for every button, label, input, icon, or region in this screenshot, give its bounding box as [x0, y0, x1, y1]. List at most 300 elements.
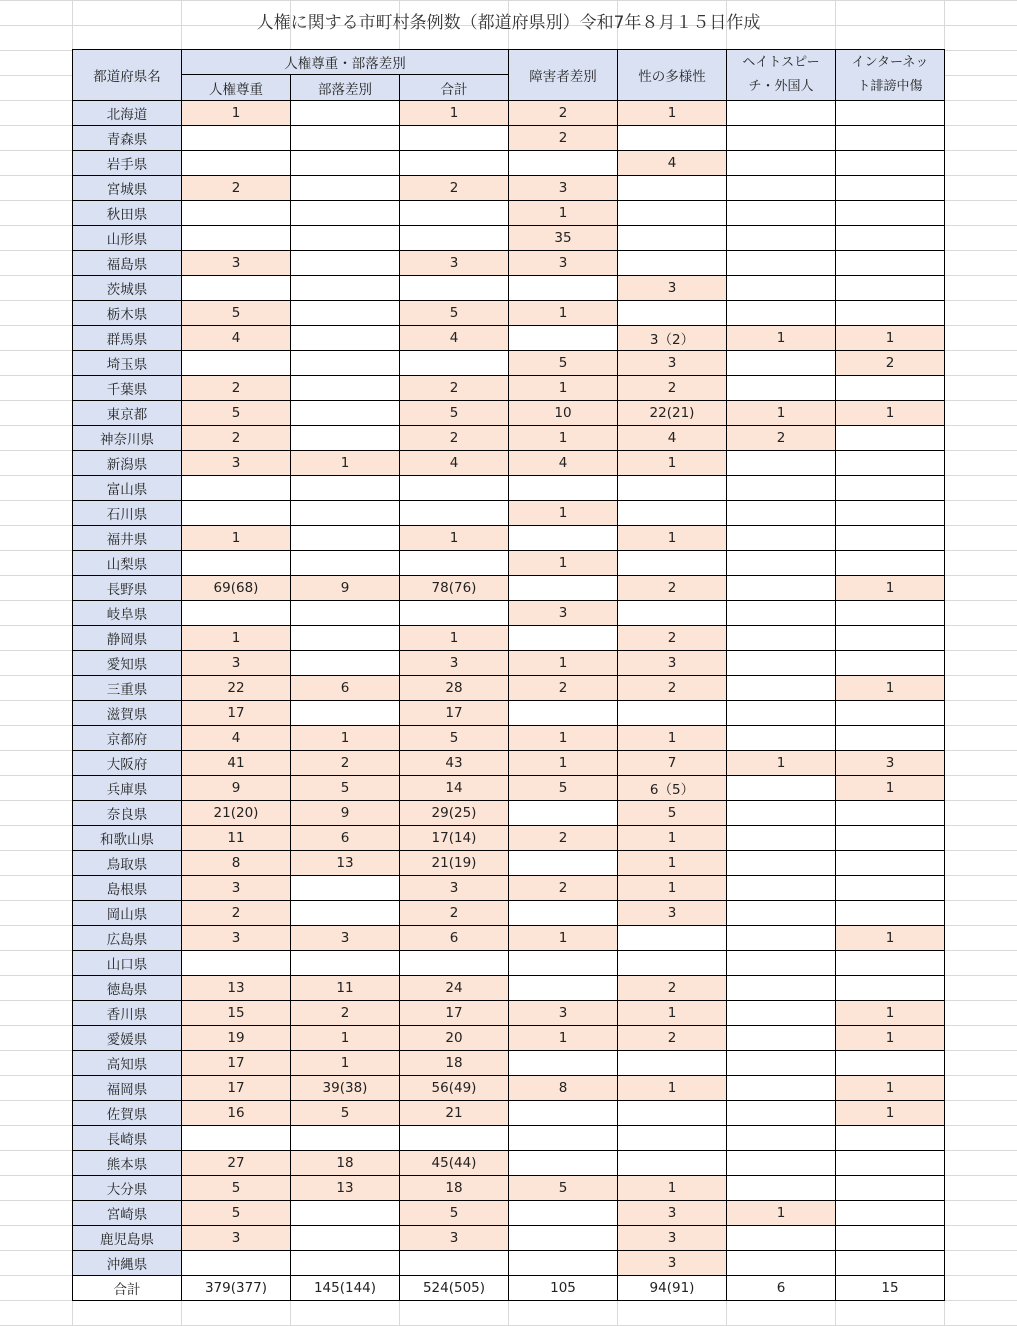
cell-disability[interactable]: 1	[509, 501, 618, 526]
cell-gender-diversity[interactable]	[618, 501, 727, 526]
cell-hate-speech[interactable]: 1	[727, 1201, 836, 1226]
cell-prefecture[interactable]: 茨城県	[73, 276, 182, 301]
cell-disability[interactable]: 5	[509, 351, 618, 376]
cell-human-rights[interactable]	[182, 351, 291, 376]
cell-subtotal[interactable]: 29(25)	[400, 801, 509, 826]
cell-disability[interactable]: 1	[509, 926, 618, 951]
cell-prefecture[interactable]: 山梨県	[73, 551, 182, 576]
cell-buraku[interactable]	[291, 401, 400, 426]
cell-disability[interactable]: 1	[509, 376, 618, 401]
cell-hate-speech[interactable]	[727, 376, 836, 401]
cell-subtotal[interactable]: 2	[400, 376, 509, 401]
cell-disability[interactable]	[509, 801, 618, 826]
cell-buraku[interactable]	[291, 226, 400, 251]
cell-internet[interactable]	[836, 526, 945, 551]
cell-disability[interactable]	[509, 1051, 618, 1076]
cell-disability[interactable]	[509, 476, 618, 501]
cell-human-rights[interactable]: 3	[182, 451, 291, 476]
total-cell-gender-diversity[interactable]: 94(91)	[618, 1276, 727, 1301]
cell-gender-diversity[interactable]: 3	[618, 651, 727, 676]
cell-prefecture[interactable]: 福井県	[73, 526, 182, 551]
cell-hate-speech[interactable]	[727, 276, 836, 301]
cell-hate-speech[interactable]	[727, 451, 836, 476]
cell-disability[interactable]	[509, 1201, 618, 1226]
cell-gender-diversity[interactable]: 3	[618, 1201, 727, 1226]
cell-gender-diversity[interactable]: 1	[618, 851, 727, 876]
cell-disability[interactable]: 8	[509, 1076, 618, 1101]
cell-prefecture[interactable]: 三重県	[73, 676, 182, 701]
cell-gender-diversity[interactable]	[618, 1126, 727, 1151]
cell-disability[interactable]	[509, 951, 618, 976]
total-cell-hate-speech[interactable]: 6	[727, 1276, 836, 1301]
cell-internet[interactable]	[836, 1226, 945, 1251]
cell-subtotal[interactable]	[400, 476, 509, 501]
cell-internet[interactable]	[836, 226, 945, 251]
cell-hate-speech[interactable]	[727, 901, 836, 926]
cell-gender-diversity[interactable]	[618, 601, 727, 626]
cell-prefecture[interactable]: 佐賀県	[73, 1101, 182, 1126]
cell-human-rights[interactable]	[182, 126, 291, 151]
header-human-rights[interactable]: 人権尊重	[182, 75, 291, 101]
cell-internet[interactable]: 1	[836, 926, 945, 951]
cell-internet[interactable]	[836, 1251, 945, 1276]
cell-prefecture[interactable]: 兵庫県	[73, 776, 182, 801]
cell-gender-diversity[interactable]: 3	[618, 351, 727, 376]
cell-prefecture[interactable]: 青森県	[73, 126, 182, 151]
cell-hate-speech[interactable]	[727, 1251, 836, 1276]
cell-human-rights[interactable]: 11	[182, 826, 291, 851]
cell-subtotal[interactable]: 5	[400, 1201, 509, 1226]
cell-buraku[interactable]	[291, 1251, 400, 1276]
cell-prefecture[interactable]: 宮崎県	[73, 1201, 182, 1226]
cell-human-rights[interactable]: 1	[182, 626, 291, 651]
cell-subtotal[interactable]	[400, 201, 509, 226]
cell-hate-speech[interactable]	[727, 651, 836, 676]
cell-disability[interactable]: 10	[509, 401, 618, 426]
cell-buraku[interactable]: 11	[291, 976, 400, 1001]
cell-human-rights[interactable]: 17	[182, 1051, 291, 1076]
cell-internet[interactable]	[836, 376, 945, 401]
cell-buraku[interactable]: 13	[291, 1176, 400, 1201]
cell-gender-diversity[interactable]	[618, 476, 727, 501]
cell-internet[interactable]	[836, 101, 945, 126]
header-disability[interactable]: 障害者差別	[509, 50, 618, 101]
cell-subtotal[interactable]: 5	[400, 301, 509, 326]
cell-prefecture[interactable]: 京都府	[73, 726, 182, 751]
cell-subtotal[interactable]: 1	[400, 626, 509, 651]
cell-subtotal[interactable]: 21	[400, 1101, 509, 1126]
cell-buraku[interactable]	[291, 1126, 400, 1151]
cell-prefecture[interactable]: 長野県	[73, 576, 182, 601]
cell-hate-speech[interactable]: 2	[727, 426, 836, 451]
cell-gender-diversity[interactable]: 1	[618, 526, 727, 551]
cell-hate-speech[interactable]	[727, 551, 836, 576]
cell-buraku[interactable]	[291, 426, 400, 451]
cell-human-rights[interactable]: 69(68)	[182, 576, 291, 601]
cell-disability[interactable]	[509, 1151, 618, 1176]
cell-human-rights[interactable]: 15	[182, 1001, 291, 1026]
cell-disability[interactable]	[509, 276, 618, 301]
cell-gender-diversity[interactable]: 2	[618, 1026, 727, 1051]
cell-gender-diversity[interactable]: 3	[618, 276, 727, 301]
cell-internet[interactable]	[836, 726, 945, 751]
cell-prefecture[interactable]: 高知県	[73, 1051, 182, 1076]
cell-human-rights[interactable]: 17	[182, 1076, 291, 1101]
cell-hate-speech[interactable]	[727, 676, 836, 701]
cell-internet[interactable]	[836, 901, 945, 926]
cell-subtotal[interactable]: 5	[400, 401, 509, 426]
cell-gender-diversity[interactable]	[618, 701, 727, 726]
cell-hate-speech[interactable]	[727, 1226, 836, 1251]
cell-internet[interactable]	[836, 1126, 945, 1151]
cell-buraku[interactable]	[291, 301, 400, 326]
cell-human-rights[interactable]: 5	[182, 301, 291, 326]
cell-gender-diversity[interactable]: 3	[618, 1251, 727, 1276]
cell-buraku[interactable]	[291, 126, 400, 151]
cell-subtotal[interactable]: 2	[400, 176, 509, 201]
cell-internet[interactable]	[836, 1151, 945, 1176]
cell-hate-speech[interactable]	[727, 1126, 836, 1151]
cell-human-rights[interactable]	[182, 601, 291, 626]
cell-disability[interactable]	[509, 901, 618, 926]
cell-human-rights[interactable]: 2	[182, 901, 291, 926]
cell-subtotal[interactable]: 17	[400, 1001, 509, 1026]
cell-buraku[interactable]	[291, 601, 400, 626]
cell-prefecture[interactable]: 静岡県	[73, 626, 182, 651]
cell-human-rights[interactable]	[182, 476, 291, 501]
cell-subtotal[interactable]	[400, 126, 509, 151]
cell-gender-diversity[interactable]: 2	[618, 576, 727, 601]
cell-gender-diversity[interactable]: 1	[618, 876, 727, 901]
cell-buraku[interactable]: 5	[291, 776, 400, 801]
cell-prefecture[interactable]: 岐阜県	[73, 601, 182, 626]
cell-buraku[interactable]: 9	[291, 576, 400, 601]
cell-internet[interactable]	[836, 1051, 945, 1076]
cell-buraku[interactable]: 6	[291, 826, 400, 851]
cell-subtotal[interactable]	[400, 951, 509, 976]
cell-buraku[interactable]	[291, 701, 400, 726]
cell-hate-speech[interactable]	[727, 1076, 836, 1101]
cell-hate-speech[interactable]	[727, 576, 836, 601]
cell-prefecture[interactable]: 愛知県	[73, 651, 182, 676]
cell-buraku[interactable]: 1	[291, 451, 400, 476]
cell-gender-diversity[interactable]: 4	[618, 426, 727, 451]
cell-human-rights[interactable]	[182, 1251, 291, 1276]
cell-gender-diversity[interactable]: 1	[618, 451, 727, 476]
cell-disability[interactable]: 1	[509, 651, 618, 676]
cell-hate-speech[interactable]	[727, 926, 836, 951]
cell-hate-speech[interactable]	[727, 476, 836, 501]
cell-hate-speech[interactable]	[727, 1151, 836, 1176]
header-hate-speech[interactable]	[727, 50, 836, 101]
cell-subtotal[interactable]	[400, 276, 509, 301]
cell-human-rights[interactable]: 5	[182, 1176, 291, 1201]
cell-buraku[interactable]: 13	[291, 851, 400, 876]
cell-human-rights[interactable]: 3	[182, 651, 291, 676]
cell-internet[interactable]	[836, 251, 945, 276]
cell-subtotal[interactable]: 4	[400, 326, 509, 351]
cell-gender-diversity[interactable]: 6（5）	[618, 776, 727, 801]
cell-gender-diversity[interactable]	[618, 951, 727, 976]
cell-buraku[interactable]: 1	[291, 1026, 400, 1051]
cell-subtotal[interactable]: 5	[400, 726, 509, 751]
cell-hate-speech[interactable]	[727, 851, 836, 876]
cell-internet[interactable]: 1	[836, 676, 945, 701]
cell-internet[interactable]	[836, 876, 945, 901]
cell-internet[interactable]	[836, 301, 945, 326]
cell-internet[interactable]	[836, 201, 945, 226]
cell-gender-diversity[interactable]: 1	[618, 726, 727, 751]
cell-prefecture[interactable]: 山口県	[73, 951, 182, 976]
cell-gender-diversity[interactable]: 3（2）	[618, 326, 727, 351]
cell-subtotal[interactable]: 18	[400, 1176, 509, 1201]
cell-buraku[interactable]	[291, 201, 400, 226]
cell-disability[interactable]: 3	[509, 251, 618, 276]
cell-internet[interactable]	[836, 801, 945, 826]
cell-prefecture[interactable]: 神奈川県	[73, 426, 182, 451]
cell-prefecture[interactable]: 岩手県	[73, 151, 182, 176]
cell-internet[interactable]	[836, 951, 945, 976]
cell-hate-speech[interactable]	[727, 976, 836, 1001]
cell-disability[interactable]: 5	[509, 1176, 618, 1201]
cell-hate-speech[interactable]: 1	[727, 326, 836, 351]
cell-subtotal[interactable]: 21(19)	[400, 851, 509, 876]
cell-buraku[interactable]	[291, 901, 400, 926]
cell-human-rights[interactable]	[182, 501, 291, 526]
cell-prefecture[interactable]: 奈良県	[73, 801, 182, 826]
cell-hate-speech[interactable]	[727, 801, 836, 826]
cell-human-rights[interactable]: 4	[182, 326, 291, 351]
cell-subtotal[interactable]: 3	[400, 1226, 509, 1251]
cell-buraku[interactable]	[291, 1226, 400, 1251]
cell-prefecture[interactable]: 秋田県	[73, 201, 182, 226]
cell-prefecture[interactable]: 福岡県	[73, 1076, 182, 1101]
cell-subtotal[interactable]	[400, 351, 509, 376]
cell-hate-speech[interactable]	[727, 626, 836, 651]
cell-disability[interactable]: 3	[509, 1001, 618, 1026]
cell-buraku[interactable]	[291, 376, 400, 401]
cell-human-rights[interactable]: 21(20)	[182, 801, 291, 826]
cell-disability[interactable]: 1	[509, 426, 618, 451]
cell-internet[interactable]: 1	[836, 1076, 945, 1101]
cell-hate-speech[interactable]	[727, 1026, 836, 1051]
cell-prefecture[interactable]: 東京都	[73, 401, 182, 426]
cell-internet[interactable]	[836, 176, 945, 201]
cell-disability[interactable]: 2	[509, 101, 618, 126]
cell-gender-diversity[interactable]	[618, 201, 727, 226]
cell-hate-speech[interactable]	[727, 701, 836, 726]
cell-disability[interactable]	[509, 976, 618, 1001]
cell-subtotal[interactable]: 3	[400, 651, 509, 676]
cell-hate-speech[interactable]	[727, 176, 836, 201]
cell-prefecture[interactable]: 新潟県	[73, 451, 182, 476]
cell-disability[interactable]	[509, 1101, 618, 1126]
cell-internet[interactable]: 1	[836, 1026, 945, 1051]
cell-internet[interactable]	[836, 551, 945, 576]
cell-prefecture[interactable]: 鳥取県	[73, 851, 182, 876]
cell-disability[interactable]	[509, 851, 618, 876]
cell-prefecture[interactable]: 滋賀県	[73, 701, 182, 726]
cell-human-rights[interactable]: 1	[182, 526, 291, 551]
cell-prefecture[interactable]: 長崎県	[73, 1126, 182, 1151]
cell-subtotal[interactable]: 17	[400, 701, 509, 726]
cell-hate-speech[interactable]	[727, 826, 836, 851]
total-cell-human-rights[interactable]: 379(377)	[182, 1276, 291, 1301]
cell-disability[interactable]	[509, 701, 618, 726]
cell-prefecture[interactable]: 北海道	[73, 101, 182, 126]
total-cell-disability[interactable]: 105	[509, 1276, 618, 1301]
cell-subtotal[interactable]: 3	[400, 251, 509, 276]
cell-human-rights[interactable]: 3	[182, 926, 291, 951]
cell-hate-speech[interactable]	[727, 526, 836, 551]
header-subtotal[interactable]: 合計	[400, 75, 509, 101]
cell-subtotal[interactable]: 1	[400, 526, 509, 551]
cell-gender-diversity[interactable]	[618, 551, 727, 576]
cell-disability[interactable]: 1	[509, 551, 618, 576]
cell-subtotal[interactable]	[400, 501, 509, 526]
cell-hate-speech[interactable]	[727, 1101, 836, 1126]
cell-gender-diversity[interactable]	[618, 1101, 727, 1126]
cell-subtotal[interactable]: 20	[400, 1026, 509, 1051]
cell-human-rights[interactable]: 41	[182, 751, 291, 776]
header-gender-diversity[interactable]: 性の多様性	[618, 50, 727, 101]
cell-human-rights[interactable]	[182, 1126, 291, 1151]
cell-buraku[interactable]	[291, 951, 400, 976]
cell-subtotal[interactable]: 43	[400, 751, 509, 776]
cell-internet[interactable]	[836, 1201, 945, 1226]
cell-buraku[interactable]	[291, 551, 400, 576]
cell-human-rights[interactable]	[182, 226, 291, 251]
cell-internet[interactable]: 1	[836, 1001, 945, 1026]
cell-gender-diversity[interactable]: 4	[618, 151, 727, 176]
cell-disability[interactable]	[509, 1126, 618, 1151]
cell-hate-speech[interactable]	[727, 301, 836, 326]
cell-gender-diversity[interactable]: 2	[618, 376, 727, 401]
cell-hate-speech[interactable]	[727, 151, 836, 176]
cell-hate-speech[interactable]	[727, 201, 836, 226]
cell-disability[interactable]	[509, 151, 618, 176]
cell-buraku[interactable]: 1	[291, 726, 400, 751]
cell-human-rights[interactable]: 19	[182, 1026, 291, 1051]
cell-buraku[interactable]	[291, 476, 400, 501]
cell-buraku[interactable]	[291, 251, 400, 276]
cell-subtotal[interactable]: 17(14)	[400, 826, 509, 851]
cell-hate-speech[interactable]	[727, 601, 836, 626]
cell-internet[interactable]: 1	[836, 776, 945, 801]
cell-buraku[interactable]: 6	[291, 676, 400, 701]
cell-disability[interactable]	[509, 626, 618, 651]
cell-buraku[interactable]: 2	[291, 1001, 400, 1026]
cell-gender-diversity[interactable]	[618, 176, 727, 201]
cell-human-rights[interactable]: 9	[182, 776, 291, 801]
header-prefecture[interactable]: 都道府県名	[73, 50, 182, 101]
cell-internet[interactable]: 3	[836, 751, 945, 776]
cell-gender-diversity[interactable]: 2	[618, 626, 727, 651]
cell-gender-diversity[interactable]	[618, 126, 727, 151]
cell-prefecture[interactable]: 大阪府	[73, 751, 182, 776]
cell-hate-speech[interactable]	[727, 876, 836, 901]
cell-gender-diversity[interactable]	[618, 226, 727, 251]
cell-internet[interactable]: 1	[836, 576, 945, 601]
cell-human-rights[interactable]: 5	[182, 401, 291, 426]
cell-hate-speech[interactable]	[727, 1176, 836, 1201]
cell-disability[interactable]	[509, 1251, 618, 1276]
cell-buraku[interactable]: 9	[291, 801, 400, 826]
cell-internet[interactable]: 1	[836, 326, 945, 351]
cell-buraku[interactable]	[291, 276, 400, 301]
cell-human-rights[interactable]: 13	[182, 976, 291, 1001]
cell-disability[interactable]: 2	[509, 126, 618, 151]
cell-human-rights[interactable]: 1	[182, 101, 291, 126]
cell-human-rights[interactable]: 4	[182, 726, 291, 751]
cell-prefecture[interactable]: 群馬県	[73, 326, 182, 351]
cell-human-rights[interactable]: 8	[182, 851, 291, 876]
cell-prefecture[interactable]: 福島県	[73, 251, 182, 276]
cell-human-rights[interactable]	[182, 551, 291, 576]
cell-gender-diversity[interactable]	[618, 301, 727, 326]
cell-buraku[interactable]	[291, 351, 400, 376]
cell-buraku[interactable]	[291, 1201, 400, 1226]
cell-human-rights[interactable]: 2	[182, 426, 291, 451]
cell-buraku[interactable]	[291, 876, 400, 901]
cell-human-rights[interactable]: 3	[182, 1226, 291, 1251]
header-group-jinken-buraku[interactable]: 人権尊重・部落差別	[182, 50, 509, 75]
cell-gender-diversity[interactable]: 5	[618, 801, 727, 826]
cell-disability[interactable]: 3	[509, 176, 618, 201]
cell-disability[interactable]: 1	[509, 201, 618, 226]
cell-disability[interactable]: 35	[509, 226, 618, 251]
cell-hate-speech[interactable]	[727, 1001, 836, 1026]
cell-human-rights[interactable]: 17	[182, 701, 291, 726]
cell-buraku[interactable]	[291, 651, 400, 676]
cell-buraku[interactable]	[291, 101, 400, 126]
cell-prefecture[interactable]: 大分県	[73, 1176, 182, 1201]
cell-hate-speech[interactable]	[727, 126, 836, 151]
cell-gender-diversity[interactable]	[618, 926, 727, 951]
cell-human-rights[interactable]: 2	[182, 376, 291, 401]
cell-disability[interactable]: 1	[509, 301, 618, 326]
cell-prefecture[interactable]: 徳島県	[73, 976, 182, 1001]
cell-internet[interactable]	[836, 826, 945, 851]
cell-disability[interactable]	[509, 576, 618, 601]
cell-hate-speech[interactable]	[727, 951, 836, 976]
cell-internet[interactable]	[836, 276, 945, 301]
cell-human-rights[interactable]: 2	[182, 176, 291, 201]
cell-buraku[interactable]: 39(38)	[291, 1076, 400, 1101]
cell-human-rights[interactable]: 16	[182, 1101, 291, 1126]
cell-subtotal[interactable]	[400, 601, 509, 626]
cell-disability[interactable]	[509, 526, 618, 551]
cell-subtotal[interactable]: 2	[400, 901, 509, 926]
cell-internet[interactable]	[836, 476, 945, 501]
cell-human-rights[interactable]: 5	[182, 1201, 291, 1226]
cell-subtotal[interactable]: 28	[400, 676, 509, 701]
cell-buraku[interactable]	[291, 326, 400, 351]
header-buraku-discrimination[interactable]: 部落差別	[291, 75, 400, 101]
cell-hate-speech[interactable]	[727, 726, 836, 751]
cell-internet[interactable]	[836, 601, 945, 626]
cell-subtotal[interactable]: 14	[400, 776, 509, 801]
cell-internet[interactable]	[836, 1176, 945, 1201]
cell-hate-speech[interactable]: 1	[727, 751, 836, 776]
cell-buraku[interactable]: 3	[291, 926, 400, 951]
cell-prefecture[interactable]: 熊本県	[73, 1151, 182, 1176]
cell-disability[interactable]: 4	[509, 451, 618, 476]
cell-subtotal[interactable]: 3	[400, 876, 509, 901]
cell-prefecture[interactable]: 富山県	[73, 476, 182, 501]
cell-hate-speech[interactable]	[727, 501, 836, 526]
cell-hate-speech[interactable]	[727, 776, 836, 801]
